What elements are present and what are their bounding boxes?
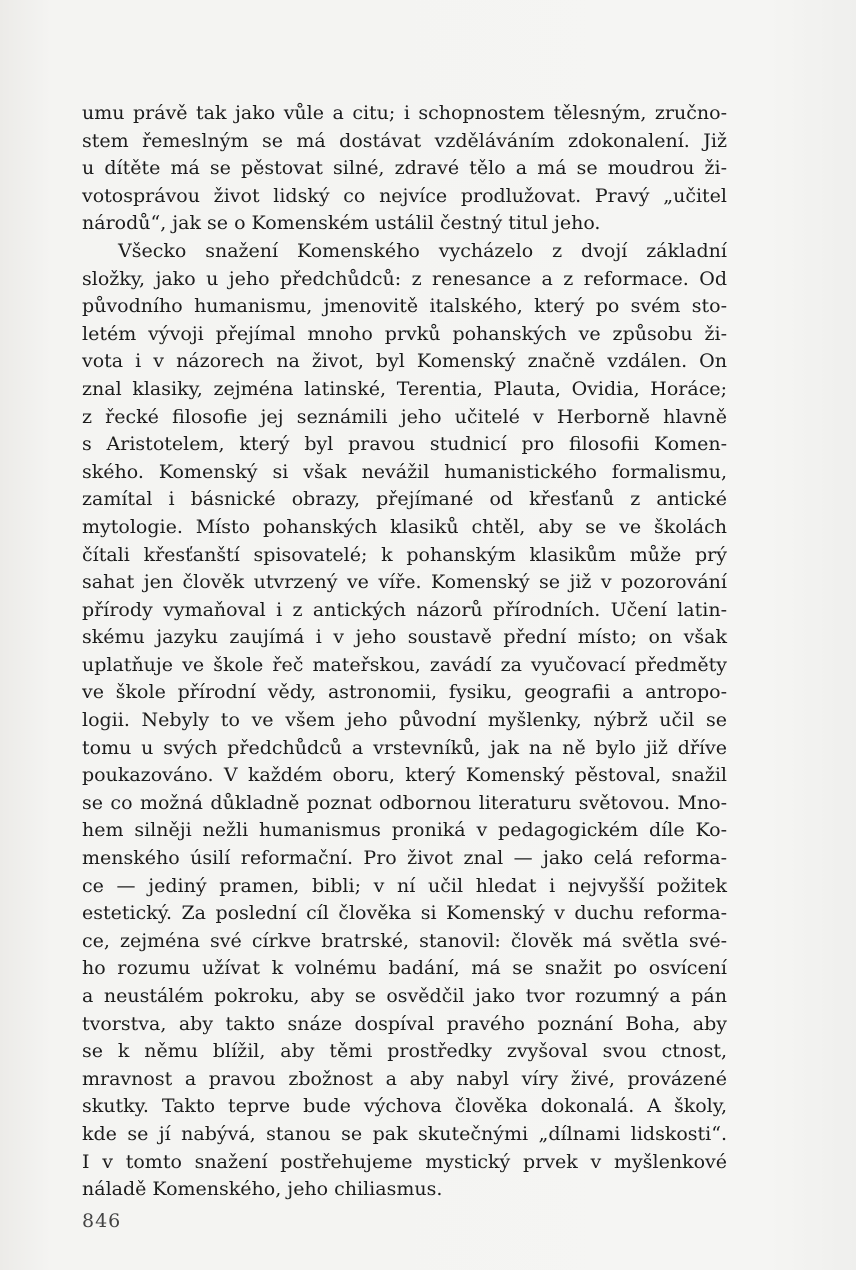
body-text bbox=[82, 100, 727, 1204]
text-line: přírody vymaňoval i z antických názorů přírodních. Učení latin- bbox=[82, 598, 727, 621]
text-line: s Aristotelem, který byl pravou studnicí pro filosofii Komen- bbox=[82, 433, 727, 456]
text-line: ce, zejména své církve bratrské, stanovil: člověk má světla své- bbox=[82, 929, 727, 952]
text-line: tomu u svých předchůdců a vrstevníků, jak na ně bylo již dříve bbox=[82, 736, 727, 759]
text-line: mytologie. Místo pohanských klasiků chtěl, aby se ve školách bbox=[82, 515, 727, 538]
text-line: ce — jediný pramen, bibli; v ní učil hledat i nejvyšší požitek bbox=[82, 874, 727, 897]
text-line: znal klasiky, zejména latinské, Terentia, Plauta, Ovidia, Horáce; bbox=[82, 377, 727, 400]
text-line: Všecko snažení Komenského vycházelo z dvojí základní bbox=[118, 239, 727, 262]
paragraph bbox=[82, 100, 727, 238]
text-line: uplatňuje ve škole řeč mateřskou, zavádí za vyučovací předměty bbox=[82, 653, 727, 676]
text-line: hem silněji nežli humanismus proniká v pedagogickém díle Ko- bbox=[82, 819, 727, 842]
text-line: logii. Nebyly to ve všem jeho původní myšlenky, nýbrž učil se bbox=[82, 709, 727, 732]
text-line: a neustálém pokroku, aby se osvědčil jako tvor rozumný a pán bbox=[82, 985, 727, 1007]
text-line: menského úsilí reformační. Pro život znal — jako celá reforma- bbox=[82, 847, 727, 870]
text-line: sahat jen člověk utvrzený ve víře. Komenský se již v pozorování bbox=[82, 571, 727, 594]
text-line: čítali křesťanští spisovatelé; k pohanským klasikům může prý bbox=[82, 543, 727, 566]
text-line: kde se jí nabývá, stanou se pak skutečnými „dílnami lidskosti“. bbox=[82, 1122, 727, 1145]
page-number: 846 bbox=[82, 1210, 122, 1232]
text-line: se co možná důkladně poznat odbornou literaturu světovou. Mno- bbox=[82, 791, 727, 814]
text-line: mravnost a pravou zbožnost a aby nabyl víry živé, provázené bbox=[82, 1067, 727, 1090]
text-line: složky, jako u jeho předchůdců: z renesance a z reformace. Od bbox=[82, 267, 727, 290]
text-line: ského. Komenský si však nevážil humanistického formalismu, bbox=[82, 460, 727, 483]
text-line: skutky. Takto teprve bude výchova člověka dokonalá. A školy, bbox=[82, 1095, 727, 1118]
text-line: z řecké filosofie jej seznámili jeho učitelé v Herborně hlavně bbox=[82, 405, 727, 428]
text-line: I v tomto snažení postřehujeme mystický prvek v myšlenkové bbox=[82, 1150, 727, 1173]
paragraph bbox=[82, 238, 727, 1204]
text-line: stem řemeslným se má dostávat vzděláváním zdokonalení. Již bbox=[82, 129, 727, 152]
text-line: tvorstva, aby takto snáze dospíval pravého poznání Boha, aby bbox=[82, 1012, 727, 1035]
text-line: ho rozumu užívat k volnému badání, má se snažit po osvícení bbox=[82, 957, 727, 980]
text-line: ve škole přírodní vědy, astronomii, fysiku, geografii a antropo- bbox=[82, 681, 727, 704]
text-line: letém vývoji přejímal mnoho prvků pohanských ve způsobu ži- bbox=[82, 322, 727, 345]
text-line: náladě Komenského, jeho chiliasmus. bbox=[82, 1178, 443, 1201]
text-line: votosprávou život lidský co nejvíce prodlužovat. Pravý „učitel bbox=[82, 184, 727, 207]
text-line: umu právě tak jako vůle a citu; i schopnostem tělesným, zručno- bbox=[82, 102, 727, 124]
text-line: národů“, jak se o Komenském ustálil čestný titul jeho. bbox=[82, 212, 601, 235]
text-line: zamítal i básnické obrazy, přejímané od křesťanů z antické bbox=[82, 488, 727, 511]
text-line: vota i v názorech na život, byl Komenský značně vzdálen. On bbox=[82, 350, 727, 373]
text-line: se k němu blížil, aby těmi prostředky zvyšoval svou ctnost, bbox=[82, 1040, 727, 1063]
text-line: u dítěte má se pěstovat silné, zdravé tělo a má se moudrou ži- bbox=[82, 157, 727, 180]
text-line: původního humanismu, jmenovitě italského, který po svém sto- bbox=[82, 295, 727, 318]
text-line: estetický. Za poslední cíl člověka si Komenský v duchu reforma- bbox=[82, 902, 727, 925]
text-line: skému jazyku zaujímá i v jeho soustavě přední místo; on však bbox=[82, 626, 727, 649]
text-line: poukazováno. V každém oboru, který Komenský pěstoval, snažil bbox=[82, 764, 727, 787]
